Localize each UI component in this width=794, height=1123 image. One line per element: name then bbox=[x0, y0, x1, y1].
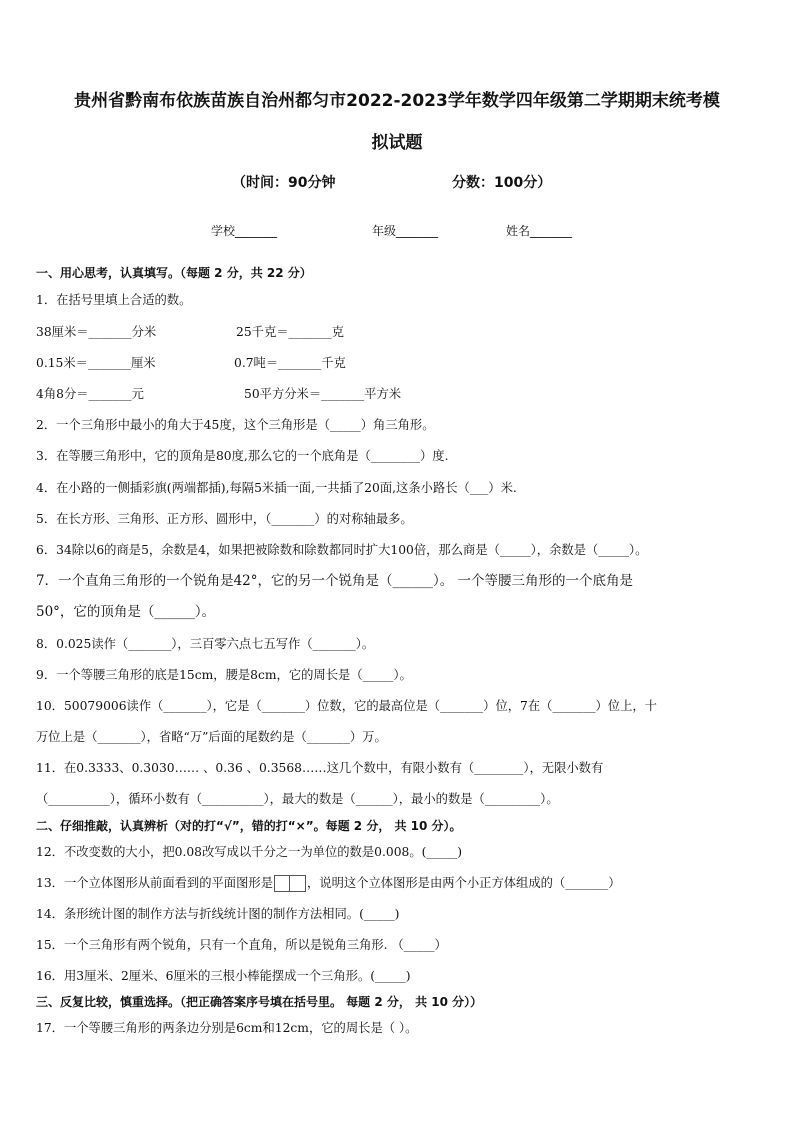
question-9: 9．一个等腰三角形的底是15cm，腰是8cm，它的周长是（_____）。 bbox=[36, 668, 412, 682]
question-17: 17．一个等腰三角形的两条边分别是6cm和12cm，它的周长是（ ）。 bbox=[36, 1021, 418, 1035]
question-16: 16．用3厘米、2厘米、6厘米的三根小棒能摆成一个三角形。(_____) bbox=[36, 969, 411, 983]
question-7-line2: 50°，它的顶角是（______）。 bbox=[36, 604, 216, 620]
question-1-item-a1: 38厘米＝_______分米 bbox=[36, 325, 157, 339]
question-1-item-b2: 0.7吨＝_______千克 bbox=[234, 356, 346, 370]
question-1-item-b1: 0.15米＝_______厘米 bbox=[36, 356, 156, 370]
question-1-item-a2: 25千克＝_______克 bbox=[236, 325, 344, 339]
question-13-text-b: ，说明这个立体图形是由两个小正方体组成的（_______） bbox=[307, 876, 621, 890]
section-3-heading: 三、反复比较，慎重选择。（把正确答案序号填在括号里。 每题 2 分， 共 10 分）） bbox=[36, 995, 483, 1009]
question-1-item-c2: 50平方分米＝_______平方米 bbox=[244, 387, 402, 401]
exam-score: 分数：100分） bbox=[452, 175, 552, 191]
question-10-line1: 10．50079006读作（_______），它是（_______）位数，它的最高位是（_______）位，7在（_______）位上，十 bbox=[36, 699, 657, 713]
question-13 bbox=[36, 875, 621, 892]
exam-time: （时间：90分钟 bbox=[232, 175, 336, 191]
name-field: 姓名_______ bbox=[506, 224, 573, 238]
question-13-text-a: 13．一个立体图形从前面看到的平面图形是 bbox=[36, 876, 273, 890]
question-6: 6．34除以6的商是5，余数是4，如果把被除数和除数都同时扩大100倍，那么商是（_____），余数是（_____）。 bbox=[36, 543, 648, 557]
two-squares-figure bbox=[274, 875, 306, 892]
section-2-heading: 二、仔细推敲，认真辨析（对的打“√”，错的打“×”。每题 2 分， 共 10 分）。 bbox=[36, 819, 462, 833]
school-field: 学校_______ bbox=[211, 224, 278, 238]
question-11-line1: 11．在0.3333、0.3030…… 、0.36 、0.3568……这几个数中，有限小数有（________），无限小数有 bbox=[36, 761, 604, 775]
question-10-line2: 万位上是（_______），省略“万”后面的尾数约是（_______）万。 bbox=[36, 730, 387, 744]
question-12: 12．不改变数的大小，把0.08改写成以千分之一为单位的数是0.008。(_____) bbox=[36, 845, 462, 859]
question-5: 5．在长方形、三角形、正方形、圆形中，（_______）的对称轴最多。 bbox=[36, 512, 413, 526]
question-3: 3．在等腰三角形中，它的顶角是80度,那么它的一个底角是（________）度. bbox=[36, 449, 449, 463]
question-14: 14．条形统计图的制作方法与折线统计图的制作方法相同。(_____) bbox=[36, 907, 400, 921]
exam-title-line1: 贵州省黔南布依族苗族自治州都匀市2022-2023学年数学四年级第二学期期末统考模 bbox=[74, 91, 720, 111]
question-2: 2．一个三角形中最小的角大于45度，这个三角形是（_____）角三角形。 bbox=[36, 418, 435, 432]
question-1-item-c1: 4角8分＝_______元 bbox=[36, 387, 144, 401]
question-11-line2: （__________），循环小数有（__________），最大的数是（______），最小的数是（_________）。 bbox=[36, 792, 559, 806]
question-4: 4．在小路的一侧插彩旗(两端都插),每隔5米插一面,一共插了20面,这条小路长（___）米. bbox=[36, 481, 517, 495]
question-15: 15．一个三角形有两个锐角，只有一个直角，所以是锐角三角形. （_____） bbox=[36, 938, 447, 952]
question-1: 1．在括号里填上合适的数。 bbox=[36, 293, 192, 307]
question-7-line1: 7．一个直角三角形的一个锐角是42°，它的另一个锐角是（______）。 一个等腰三角形的一个底角是 bbox=[36, 573, 634, 589]
section-1-heading: 一、用心思考，认真填写。（每题 2 分，共 22 分） bbox=[36, 266, 312, 280]
grade-field: 年级_______ bbox=[372, 224, 439, 238]
exam-title-line2: 拟试题 bbox=[371, 133, 423, 153]
question-8: 8．0.025读作（_______），三百零六点七五写作（_______）。 bbox=[36, 637, 375, 651]
